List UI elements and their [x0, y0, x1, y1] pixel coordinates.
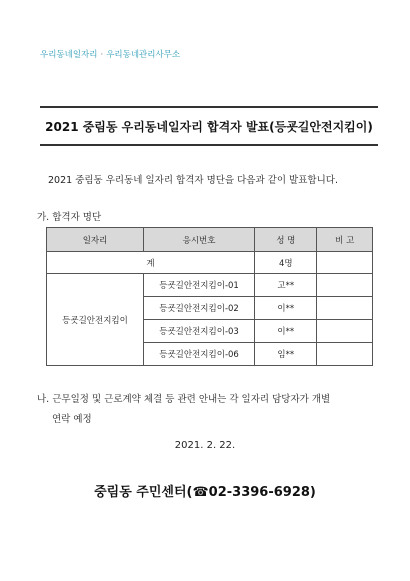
exam-number-cell: 등굣길안전지킴이-03 [144, 320, 255, 343]
site-name: 우리동네일자리 [40, 50, 98, 60]
name-cell: 고** [255, 274, 317, 297]
name-cell: 임** [255, 343, 317, 366]
page-title: 2021 중림동 우리동네일자리 합격자 발표(등굣길안전지킴이) [40, 106, 378, 146]
exam-number-cell: 등굣길안전지킴이-02 [144, 297, 255, 320]
header-separator: · [100, 50, 104, 60]
note-cell [317, 274, 373, 297]
total-count: 4명 [255, 252, 317, 274]
office-name: 우리동네관리사무소 [106, 50, 181, 60]
section-a-heading: 가. 합격자 명단 [37, 212, 102, 223]
footer-contact: 중림동 주민센터(☎02-3396-6928) [94, 485, 316, 500]
announcement-date: 2021. 2. 22. [174, 440, 236, 451]
note-cell [317, 343, 373, 366]
total-label: 계 [47, 252, 255, 274]
exam-number-cell: 등굣길안전지킴이-06 [144, 343, 255, 366]
notice-line-2: 연락 예정 [52, 414, 92, 425]
total-row [47, 252, 373, 274]
job-cell: 등굣길안전지킴이 [47, 274, 144, 366]
table-row [47, 274, 373, 297]
table-header-row [47, 228, 373, 252]
exam-number-cell: 등굣길안전지킴이-01 [144, 274, 255, 297]
header-breadcrumb [40, 48, 180, 60]
header-job: 일자리 [47, 228, 144, 252]
section-b-notice [37, 390, 382, 430]
name-cell: 이** [255, 320, 317, 343]
result-table [46, 227, 373, 366]
header-exam-number: 응시번호 [144, 228, 255, 252]
note-cell [317, 297, 373, 320]
intro-text: 2021 중림동 우리동네 일자리 합격자 명단을 다음과 같이 발표합니다. [48, 175, 338, 186]
total-note [317, 252, 373, 274]
header-name: 성 명 [255, 228, 317, 252]
name-cell: 이** [255, 297, 317, 320]
notice-line-1: 나. 근무일정 및 근로계약 체결 등 관련 안내는 각 일자리 담당자가 개별 [37, 394, 331, 405]
header-note: 비 고 [317, 228, 373, 252]
note-cell [317, 320, 373, 343]
